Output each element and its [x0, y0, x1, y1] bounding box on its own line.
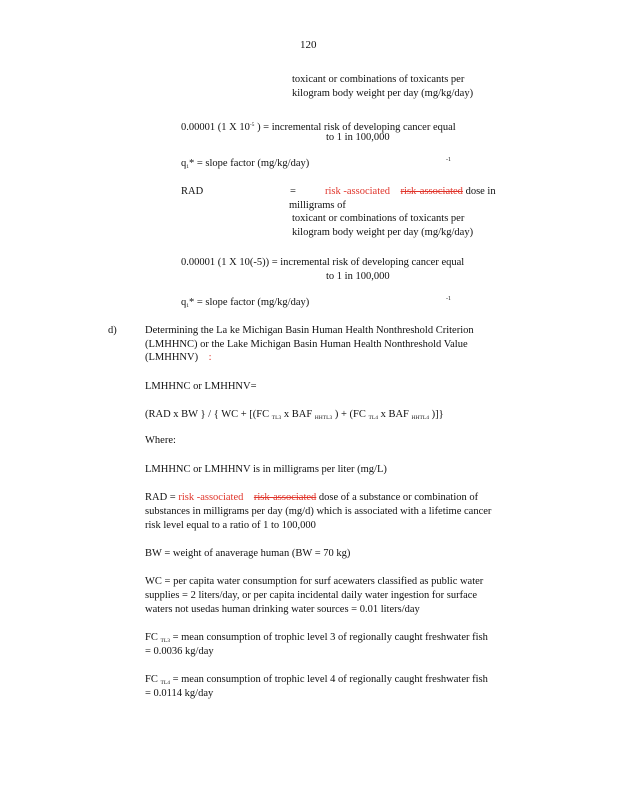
- fc-subscript: TL4: [160, 680, 170, 686]
- q-text: * = slope factor (mg/kg/day): [189, 297, 310, 308]
- definition-line: BW = weight of anaverage human (BW = 70 kg): [145, 548, 351, 559]
- text-line: milligrams of: [289, 200, 346, 211]
- formula-subscript: HHTL4: [411, 415, 429, 421]
- fc-subscript: TL3: [160, 638, 170, 644]
- formula-subscript: TL3: [271, 415, 282, 421]
- q-text: * = slope factor (mg/kg/day): [189, 158, 310, 169]
- fc-label: FC: [145, 632, 158, 643]
- revision-mark: :: [208, 352, 212, 363]
- risk-equation: [181, 118, 456, 135]
- text-line: toxicant or combinations of toxicants per: [292, 74, 465, 85]
- text-fragment: dose of a substance or combination of: [318, 492, 479, 503]
- inserted-text: risk -associated: [325, 186, 391, 197]
- deleted-text: risk-associated: [400, 186, 463, 197]
- q-subscript: 1: [186, 303, 189, 309]
- definition-line: LMHHNC or LMHHNV is in milligrams per liter (mg/L): [145, 464, 387, 475]
- q-subscript: 1: [186, 164, 189, 170]
- definition-line: WC = per capita water consumption for surf acewaters classified as public water: [145, 576, 484, 587]
- footnote-marker: -1: [446, 157, 451, 163]
- q-label: q: [181, 158, 187, 169]
- definition-line: = 0.0036 kg/day: [145, 646, 214, 657]
- q-label: q: [181, 297, 187, 308]
- section-heading-line: [145, 351, 212, 365]
- definition-line: supplies = 2 liters/day, or per capita incidental daily water ingestion for surface: [145, 590, 478, 601]
- eq-left: 0.00001 (1 X 10: [181, 122, 250, 133]
- formula-subscript: TL4: [368, 415, 378, 421]
- rad-equals: =: [290, 186, 296, 197]
- text-line: toxicant or combinations of toxicants per: [292, 213, 465, 224]
- formula-part: x BAF: [283, 409, 313, 420]
- eq-superscript: -5: [249, 122, 255, 128]
- definition-line: risk level equal to a ratio of 1 to 100,000: [145, 520, 316, 531]
- section-heading-line: Determining the La ke Michigan Basin Human Health Nonthreshold Criterion: [145, 325, 474, 336]
- fc-label: FC: [145, 674, 158, 685]
- slope-factor-line: [181, 157, 309, 174]
- text-fragment: = mean consumption of trophic level 3 of regionally caught freshwater fish: [172, 632, 488, 643]
- text-fragment: = mean consumption of trophic level 4 of regionally caught freshwater fish: [172, 674, 488, 685]
- risk-equation: 0.00001 (1 X 10(-5)) = incremental risk of developing cancer equal: [181, 257, 465, 268]
- deleted-text: risk-associated: [253, 492, 317, 503]
- list-label: d): [108, 325, 117, 336]
- text-line: kilogram body weight per day (mg/kg/day): [292, 227, 474, 238]
- formula-part: (RAD x BW } / { WC + [(FC: [145, 409, 270, 420]
- heading-fragment: (LMHHNV): [145, 352, 199, 363]
- page-number: 120: [300, 39, 317, 51]
- text-line: kilogram body weight per day (mg/kg/day): [292, 88, 474, 99]
- slope-factor-line: [181, 296, 309, 313]
- formula-part: x BAF: [380, 409, 409, 420]
- eq-right: ) = incremental risk of developing cancer equal: [257, 122, 456, 133]
- definition-line: waters not usedas human drinking water sources = 0.01 liters/day: [145, 604, 420, 615]
- formula-subscript: HHTL3: [314, 415, 333, 421]
- rad-definition: [325, 185, 496, 199]
- definition-line: substances in milligrams per day (mg/d) which is associated with a lifetime cancer: [145, 506, 492, 517]
- inserted-text: risk -associated: [178, 492, 244, 503]
- text-fragment: dose in: [465, 186, 496, 197]
- where-label: Where:: [145, 435, 176, 446]
- definition-line: = 0.0114 kg/day: [145, 688, 214, 699]
- footnote-marker: -1: [446, 296, 451, 302]
- formula-lhs: LMHHNC or LMHHNV=: [145, 381, 257, 392]
- formula-part: )]}: [431, 409, 444, 420]
- rad-definition: [145, 491, 478, 505]
- text-fragment: RAD =: [145, 492, 176, 503]
- formula-part: ) + (FC: [334, 409, 366, 420]
- rad-label: RAD: [181, 186, 204, 197]
- text-line: to 1 in 100,000: [326, 271, 390, 282]
- text-line: to 1 in 100,000: [326, 132, 390, 143]
- formula: [145, 408, 444, 425]
- section-heading-line: (LMHHNC) or the Lake Michigan Basin Human Health Nonthreshold Value: [145, 339, 468, 350]
